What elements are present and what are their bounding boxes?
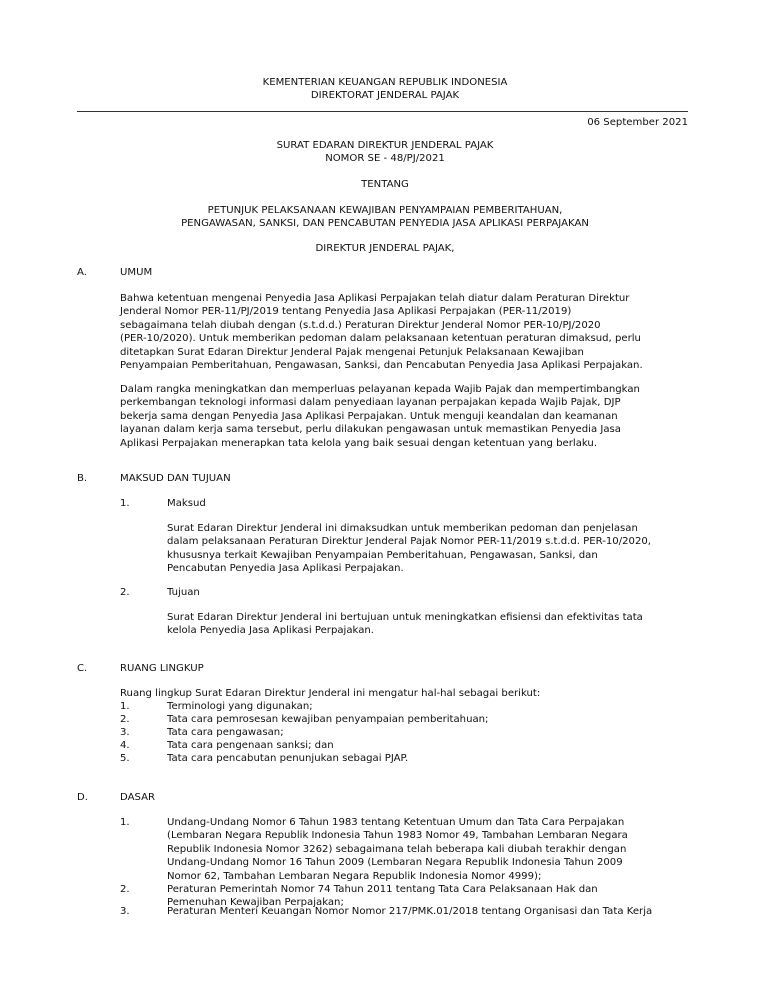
text-line: Nomor 62, Tambahan Lembaran Negara Republik Indonesia Nomor 4999); <box>167 870 542 882</box>
section-c-letter: C. <box>77 663 88 674</box>
section-a-paragraph-1 <box>120 292 643 372</box>
list-item-num: 1. <box>120 701 130 712</box>
text-line: Aplikasi Perpajakan menerapkan tata kelola yang baik sesuai dengan ketentuan yang berlaku. <box>120 437 598 449</box>
list-item: Tata cara pemrosesan kewajiban penyampaian pemberitahuan; <box>167 714 489 725</box>
section-b-item-text <box>167 522 651 576</box>
list-item: Tata cara pengenaan sanksi; dan <box>167 740 334 751</box>
header-divider <box>77 111 688 112</box>
text-line: Undang-Undang Nomor 16 Tahun 2009 (Lembaran Negara Republik Indonesia Tahun 2009 <box>167 857 623 869</box>
document-date: 06 September 2021 <box>587 117 688 128</box>
list-item: Tata cara pencabutan penunjukan sebagai PJAP. <box>167 753 409 764</box>
list-item-num: 3. <box>120 906 130 917</box>
document-title: SURAT EDARAN DIREKTUR JENDERAL PAJAK <box>276 140 494 151</box>
text-line: (Lembaran Negara Republik Indonesia Tahun 1983 Nomor 49, Tambahan Lembaran Negara <box>167 830 628 842</box>
subject-line-1: PETUNJUK PELAKSANAAN KEWAJIBAN PENYAMPAIAN PEMBERITAHUAN, <box>207 205 563 216</box>
list-item-num: 4. <box>120 740 130 751</box>
list-item <box>167 816 628 883</box>
text-line: Surat Edaran Direktur Jenderal ini bertujuan untuk meningkatkan efisiensi dan efektivitas tata <box>167 612 643 623</box>
section-d-heading: DASAR <box>120 792 156 803</box>
text-line: khususnya terkait Kewajiban Penyampaian Pemberitahuan, Pengawasan, Sanksi, dan <box>167 549 598 561</box>
text-line: Pencabutan Penyedia Jasa Aplikasi Perpajakan. <box>167 563 404 575</box>
list-item-num: 2. <box>120 884 130 895</box>
text-line: perkembangan teknologi informasi dalam penyediaan layanan perpajakan kepada Wajib Pajak, DJP <box>120 397 621 409</box>
header-ministry: KEMENTERIAN KEUANGAN REPUBLIK INDONESIA <box>262 77 508 88</box>
text-line: bekerja sama dengan Penyedia Jasa Aplikasi Perpajakan. Untuk menguji keandalan dan keamanan <box>120 410 618 422</box>
text-line: Bahwa ketentuan mengenai Penyedia Jasa Aplikasi Perpajakan telah diatur dalam Peraturan Direktur <box>120 293 630 304</box>
text-line: Dalam rangka meningkatkan dan memperluas pelayanan kepada Wajib Pajak dan mempertimbangkan <box>120 384 640 395</box>
section-b-item-title: Maksud <box>167 498 206 509</box>
text-line: Republik Indonesia Nomor 3262) sebagaimana telah beberapa kali diubah terakhir dengan <box>167 843 627 855</box>
list-item-num: 3. <box>120 727 130 738</box>
section-b-heading: MAKSUD DAN TUJUAN <box>120 473 231 484</box>
tentang-label: TENTANG <box>361 179 409 190</box>
list-item-num: 1. <box>120 817 130 828</box>
section-b-item-num: 1. <box>120 498 130 509</box>
section-d-letter: D. <box>77 792 88 803</box>
text-line: Surat Edaran Direktur Jenderal ini dimaksudkan untuk memberikan pedoman dan penjelasan <box>167 523 638 534</box>
text-line: Undang-Undang Nomor 6 Tahun 1983 tentang Ketentuan Umum dan Tata Cara Perpajakan <box>167 817 625 828</box>
signatory: DIREKTUR JENDERAL PAJAK, <box>315 243 455 254</box>
section-a-letter: A. <box>77 267 87 278</box>
list-item-num: 2. <box>120 714 130 725</box>
section-c-intro: Ruang lingkup Surat Edaran Direktur Jenderal ini mengatur hal-hal sebagai berikut: <box>120 688 541 699</box>
list-item: Tata cara pengawasan; <box>167 727 284 738</box>
text-line: Peraturan Menteri Keuangan Nomor Nomor 217/PMK.01/2018 tentang Organisasi dan Tata Kerja <box>167 906 653 917</box>
list-item: Terminologi yang digunakan; <box>167 701 313 712</box>
section-a-heading: UMUM <box>120 267 153 278</box>
section-a-paragraph-2 <box>120 383 640 450</box>
text-line: sebagaimana telah diubah dengan (s.t.d.d.) Peraturan Direktur Jenderal Nomor PER-10/PJ/2020 <box>120 319 601 331</box>
list-item <box>167 905 652 918</box>
text-line: kelola Penyedia Jasa Aplikasi Perpajakan. <box>167 625 374 637</box>
list-item-num: 5. <box>120 753 130 764</box>
text-line: Jenderal Nomor PER-11/PJ/2019 tentang Penyedia Jasa Aplikasi Perpajakan (PER-11/2019) <box>120 306 572 318</box>
header-directorate: DIREKTORAT JENDERAL PAJAK <box>310 90 460 101</box>
text-line: ditetapkan Surat Edaran Direktur Jenderal Pajak mengenai Petunjuk Pelaksanaan Kewajiban <box>120 346 584 358</box>
section-b-item-title: Tujuan <box>167 587 200 598</box>
text-line: dalam pelaksanaan Peraturan Direktur Jenderal Pajak Nomor PER-11/2019 s.t.d.d. PER-10/2020, <box>167 536 652 548</box>
text-line: layanan dalam kerja sama tersebut, perlu dilakukan pengawasan untuk memastikan Penyedia Jasa <box>120 424 621 436</box>
section-b-letter: B. <box>77 473 88 484</box>
document-number: NOMOR SE - 48/PJ/2021 <box>325 153 445 164</box>
section-b-item-text <box>167 611 643 638</box>
text-line: Penyampaian Pemberitahuan, Pengawasan, Sanksi, dan Pencabutan Penyedia Jasa Aplikasi Perpajakan. <box>120 359 643 371</box>
section-c-heading: RUANG LINGKUP <box>120 663 204 674</box>
subject-line-2: PENGAWASAN, SANKSI, DAN PENCABUTAN PENYEDIA JASA APLIKASI PERPAJAKAN <box>181 218 589 229</box>
section-b-item-num: 2. <box>120 587 130 598</box>
text-line: Pemenuhan Kewajiban Perpajakan; <box>167 897 344 909</box>
text-line: (PER-10/2020). Untuk memberikan pedoman dalam pelaksanaan ketentuan peraturan dimaksud, perlu <box>120 333 641 345</box>
text-line: Peraturan Pemerintah Nomor 74 Tahun 2011 tentang Tata Cara Pelaksanaan Hak dan <box>167 884 598 895</box>
